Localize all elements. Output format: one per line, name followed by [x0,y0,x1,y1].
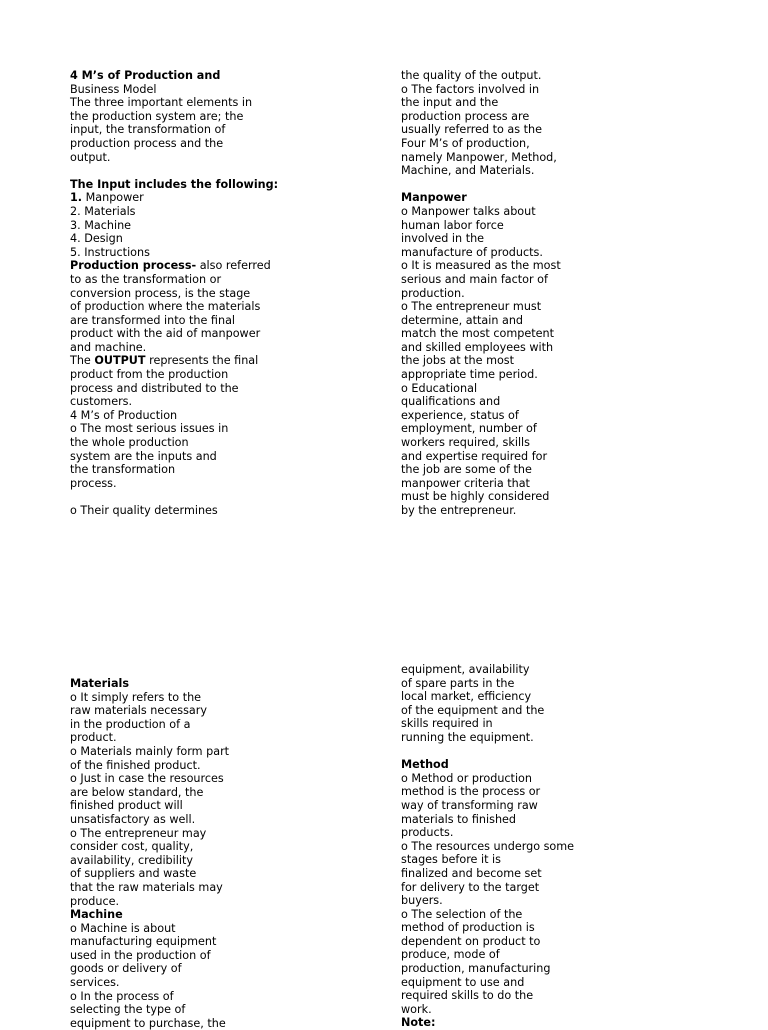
method-line: stages before it is [401,853,501,867]
output-line [70,354,370,368]
manpower-line: match the most competent [401,327,554,341]
manpower-line: the jobs at the most [401,354,515,368]
manpower-line: must be highly considered [401,490,550,504]
blank-line [401,745,701,759]
page2-left-column [70,677,370,1030]
output-line: process. [70,476,117,490]
intro-line: production process and the [70,136,224,150]
method-line: finalized and become set [401,866,542,880]
output-text: represents the final [145,354,259,368]
text-line: o The factors involved in [401,82,540,96]
text-line: running the equipment. [401,730,534,744]
output-line: process and distributed to the [70,381,239,395]
method-line: production, manufacturing [401,962,551,976]
text-line: namely Manpower, Method, [401,150,557,164]
materials-line: product. [70,731,117,745]
output-line: product from the production [70,368,229,382]
manpower-heading: Manpower [401,191,467,205]
text-line: skills required in [401,717,493,731]
method-line: work. [401,1002,432,1016]
materials-line: o Just in case the resources [70,772,224,786]
method-line: for delivery to the target [401,880,540,894]
text-line: of the equipment and the [401,703,545,717]
manpower-line: o Educational [401,381,478,395]
input-heading: The Input includes the following: [70,177,279,191]
process-line: product with the aid of manpower [70,327,261,341]
page1-right-column [401,69,701,518]
materials-line: unsatisfactory as well. [70,812,196,826]
machine-line: equipment to purchase, the [70,1016,226,1030]
text-line: equipment, availability [401,663,530,676]
output-line: customers. [70,395,133,409]
note-heading: Note: [401,1016,436,1030]
blank-line [70,490,370,504]
materials-line: are below standard, the [70,785,204,799]
manpower-line: determine, attain and [401,313,524,327]
manpower-line: production. [401,286,465,300]
method-heading: Method [401,758,449,772]
machine-line: selecting the type of [70,1003,186,1017]
output-prefix: The [70,354,95,368]
manpower-line: employment, number of [401,422,537,436]
intro-line: output. [70,150,111,164]
list-item-text: Manpower [82,191,144,205]
materials-line: that the raw materials may [70,880,223,894]
process-line: and machine. [70,340,147,354]
manpower-line: workers required, skills [401,436,530,450]
document-title: 4 M’s of Production and [70,69,221,82]
materials-line: finished product will [70,799,183,813]
machine-line: o In the process of [70,989,174,1003]
text-line: Four M’s of production, [401,136,530,150]
manpower-line: the job are some of the [401,463,532,477]
manpower-line: and skilled employees with [401,340,554,354]
materials-line: of the finished product. [70,758,201,772]
list-item: 5. Instructions [70,245,150,259]
manpower-line: by the entrepreneur. [401,504,517,517]
blank-line [70,164,370,178]
method-line: equipment to use and [401,975,525,989]
method-line: o The selection of the [401,907,523,921]
list-item [70,191,370,205]
process-line: are transformed into the final [70,313,236,327]
document-title-line2: Business Model [70,82,157,96]
output-line: o The most serious issues in [70,422,229,436]
text-line: of spare parts in the [401,676,515,690]
text-line: the input and the [401,96,499,110]
intro-line: input, the transformation of [70,123,226,137]
method-line: o The resources undergo some [401,839,575,853]
output-line: the whole production [70,436,189,450]
list-item: 4. Design [70,232,123,246]
method-line: produce, mode of [401,948,500,962]
machine-line: manufacturing equipment [70,935,217,949]
list-number: 1. [70,191,83,205]
machine-line: goods or delivery of [70,962,182,976]
materials-heading: Materials [70,677,130,690]
machine-line: services. [70,976,120,990]
machine-line: used in the production of [70,948,211,962]
manpower-line: manpower criteria that [401,476,530,490]
manpower-line: serious and main factor of [401,272,548,286]
text-line: usually referred to as the [401,123,543,137]
materials-line: raw materials necessary [70,704,207,718]
materials-line: o The entrepreneur may [70,826,207,840]
intro-line: The three important elements in [70,96,253,110]
list-item: 3. Machine [70,218,132,232]
manpower-line: o Manpower talks about [401,204,536,218]
manpower-line: experience, status of [401,408,519,422]
intro-line: the production system are; the [70,109,244,123]
text-line: Machine, and Materials. [401,164,535,178]
process-line [70,259,370,273]
materials-line: of suppliers and waste [70,867,197,881]
manpower-line: involved in the [401,232,485,246]
method-line: way of transforming raw [401,798,538,812]
page1-left-column [70,69,370,518]
process-text: also referred [196,259,271,273]
manpower-line: o It is measured as the most [401,259,561,273]
text-line: production process are [401,109,530,123]
process-line: to as the transformation or [70,272,222,286]
list-item: 2. Materials [70,204,136,218]
text-line: o Their quality determines [70,504,218,517]
method-line: o Method or production [401,771,532,785]
text-line: the quality of the output. [401,69,542,82]
manpower-line: o The entrepreneur must [401,300,542,314]
method-line: method is the process or [401,785,541,799]
text-line: local market, efficiency [401,690,532,704]
manpower-line: human labor force [401,218,504,232]
manpower-line: qualifications and [401,395,501,409]
method-line: method of production is [401,921,535,935]
process-heading: Production process- [70,259,197,273]
materials-line: in the production of a [70,717,191,731]
materials-line: o Materials mainly form part [70,744,230,758]
materials-line: consider cost, quality, [70,840,194,854]
output-line: the transformation [70,463,176,477]
process-line: conversion process, is the stage [70,286,251,300]
manpower-line: and expertise required for [401,449,548,463]
method-line: buyers. [401,894,443,908]
method-line: products. [401,826,454,840]
materials-line: produce. [70,894,120,908]
manpower-line: manufacture of products. [401,245,543,259]
blank-line [401,178,701,192]
manpower-line: appropriate time period. [401,368,538,382]
machine-line: o Machine is about [70,921,176,935]
method-line: materials to finished [401,812,517,826]
output-line: 4 M’s of Production [70,408,178,422]
page2-right-column [401,663,701,1030]
machine-heading: Machine [70,908,123,922]
output-line: system are the inputs and [70,449,217,463]
materials-line: availability, credibility [70,853,193,867]
method-line: dependent on product to [401,934,541,948]
output-keyword: OUTPUT [94,354,146,368]
method-line: required skills to do the [401,989,534,1003]
process-line: of production where the materials [70,300,261,314]
materials-line: o It simply refers to the [70,690,202,704]
